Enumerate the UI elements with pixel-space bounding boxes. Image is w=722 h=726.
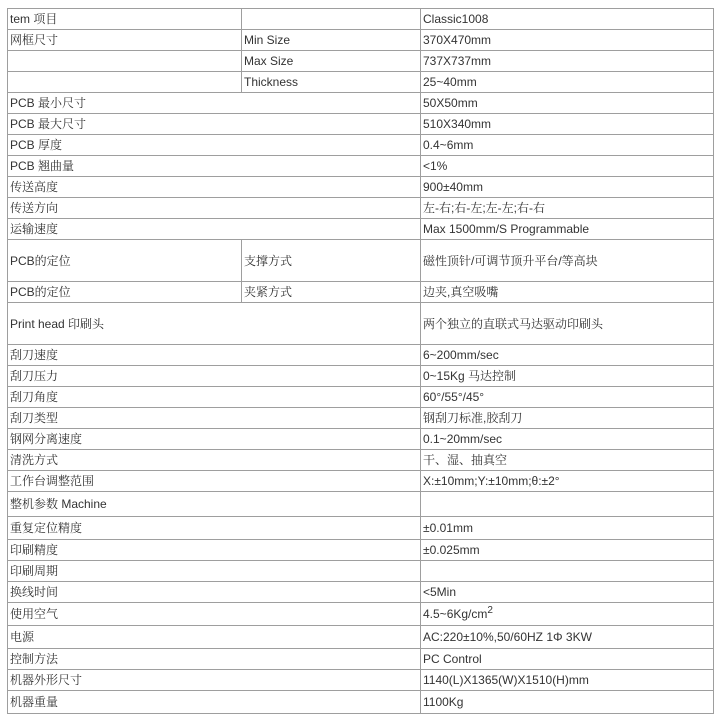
spec-value-cell: 737X737mm — [421, 51, 714, 72]
table-row — [8, 429, 714, 450]
table-row — [8, 450, 714, 471]
spec-label-cell: Print head 印刷头 — [8, 303, 421, 345]
table-row — [8, 282, 714, 303]
spec-label-cell: 清洗方式 — [8, 450, 421, 471]
spec-label-cell: 夹紧方式 — [242, 282, 421, 303]
spec-label-cell: 网框尺寸 — [8, 30, 242, 51]
table-row — [8, 135, 714, 156]
spec-value-cell: 900±40mm — [421, 177, 714, 198]
spec-table-body — [8, 9, 714, 714]
spec-value-cell: 两个独立的直联式马达驱动印刷头 — [421, 303, 714, 345]
table-row — [8, 561, 714, 582]
spec-value-cell: 370X470mm — [421, 30, 714, 51]
table-row — [8, 492, 714, 517]
table-row — [8, 51, 714, 72]
spec-label-cell: Max Size — [242, 51, 421, 72]
spec-value-cell — [421, 561, 714, 582]
table-row — [8, 408, 714, 429]
spec-label-cell: 使用空气 — [8, 603, 421, 626]
spec-value-cell: $4.5\sim 6Kg/cm^2$ — [421, 603, 714, 626]
spec-value-cell: Classic1008 — [421, 9, 714, 30]
spec-value-cell: 0.4~6mm — [421, 135, 714, 156]
table-row — [8, 156, 714, 177]
table-row — [8, 626, 714, 649]
spec-value-cell: 干、湿、抽真空 — [421, 450, 714, 471]
spec-value-cell: 1140(L)X1365(W)X1510(H)mm — [421, 670, 714, 691]
table-row — [8, 649, 714, 670]
spec-value-cell: <5Min — [421, 582, 714, 603]
spec-value-cell — [421, 492, 714, 517]
spec-label-cell: 刮刀角度 — [8, 387, 421, 408]
table-row — [8, 198, 714, 219]
spec-value-cell: 50X50mm — [421, 93, 714, 114]
spec-value-cell: 6~200mm/sec — [421, 345, 714, 366]
table-row — [8, 540, 714, 561]
spec-label-cell: 刮刀压力 — [8, 366, 421, 387]
spec-value-cell: X:±10mm;Y:±10mm;θ:±2° — [421, 471, 714, 492]
table-row — [8, 9, 714, 30]
spec-label-cell: 工作台调整范围 — [8, 471, 421, 492]
table-row — [8, 345, 714, 366]
table-row — [8, 366, 714, 387]
spec-label-cell: 印刷周期 — [8, 561, 421, 582]
table-row — [8, 691, 714, 714]
spec-label-cell: tem 项目 — [8, 9, 242, 30]
table-row — [8, 72, 714, 93]
spec-label-cell: 换线时间 — [8, 582, 421, 603]
table-row — [8, 240, 714, 282]
spec-value-cell: ±0.01mm — [421, 517, 714, 540]
table-row — [8, 303, 714, 345]
spec-label-cell: PCB的定位 — [8, 240, 242, 282]
spec-value-cell: AC:220±10%,50/60HZ 1Φ 3KW — [421, 626, 714, 649]
table-row — [8, 93, 714, 114]
spec-label-cell: PCB 最小尺寸 — [8, 93, 421, 114]
spec-value-cell: 磁性顶针/可调节顶升平台/等高块 — [421, 240, 714, 282]
spec-label-cell: 运输速度 — [8, 219, 421, 240]
spec-label-cell — [242, 9, 421, 30]
spec-label-cell: 印刷精度 — [8, 540, 421, 561]
spec-label-cell: Thickness — [242, 72, 421, 93]
spec-label-cell: 传送方向 — [8, 198, 421, 219]
spec-value-cell: <1% — [421, 156, 714, 177]
table-row — [8, 387, 714, 408]
spec-label-cell — [8, 72, 242, 93]
spec-label-cell: Min Size — [242, 30, 421, 51]
spec-label-cell — [8, 51, 242, 72]
table-row — [8, 582, 714, 603]
spec-value-cell: 1100Kg — [421, 691, 714, 714]
spec-label-cell: PCB的定位 — [8, 282, 242, 303]
spec-value-cell: 25~40mm — [421, 72, 714, 93]
table-row — [8, 114, 714, 135]
spec-label-cell: PCB 最大尺寸 — [8, 114, 421, 135]
superscript: 2 — [487, 605, 493, 616]
spec-label-cell: 电源 — [8, 626, 421, 649]
spec-value-cell: 0.1~20mm/sec — [421, 429, 714, 450]
spec-value-cell: 边夹,真空吸嘴 — [421, 282, 714, 303]
table-row — [8, 177, 714, 198]
spec-value-cell: ±0.025mm — [421, 540, 714, 561]
spec-value-cell: 钢刮刀标准,胶刮刀 — [421, 408, 714, 429]
spec-label-cell: PCB 厚度 — [8, 135, 421, 156]
spec-value-cell: 左-右;右-左;左-左;右-右 — [421, 198, 714, 219]
spec-label-cell: 支撑方式 — [242, 240, 421, 282]
spec-label-cell: 整机参数 Machine — [8, 492, 421, 517]
table-row — [8, 471, 714, 492]
spec-label-cell: 控制方法 — [8, 649, 421, 670]
spec-table — [7, 8, 714, 714]
spec-label-cell: 刮刀类型 — [8, 408, 421, 429]
spec-value-cell: 0~15Kg 马达控制 — [421, 366, 714, 387]
table-row — [8, 219, 714, 240]
table-row — [8, 670, 714, 691]
table-row — [8, 30, 714, 51]
spec-label-cell: PCB 翘曲量 — [8, 156, 421, 177]
spec-label-cell: 机器重量 — [8, 691, 421, 714]
spec-value-cell: PC Control — [421, 649, 714, 670]
spec-value-cell: 60°/55°/45° — [421, 387, 714, 408]
spec-label-cell: 机器外形尺寸 — [8, 670, 421, 691]
spec-value-cell: 510X340mm — [421, 114, 714, 135]
table-row — [8, 603, 714, 626]
spec-value-cell: Max 1500mm/S Programmable — [421, 219, 714, 240]
spec-label-cell: 传送高度 — [8, 177, 421, 198]
spec-label-cell: 钢网分离速度 — [8, 429, 421, 450]
spec-label-cell: 重复定位精度 — [8, 517, 421, 540]
table-row — [8, 517, 714, 540]
spec-label-cell: 刮刀速度 — [8, 345, 421, 366]
